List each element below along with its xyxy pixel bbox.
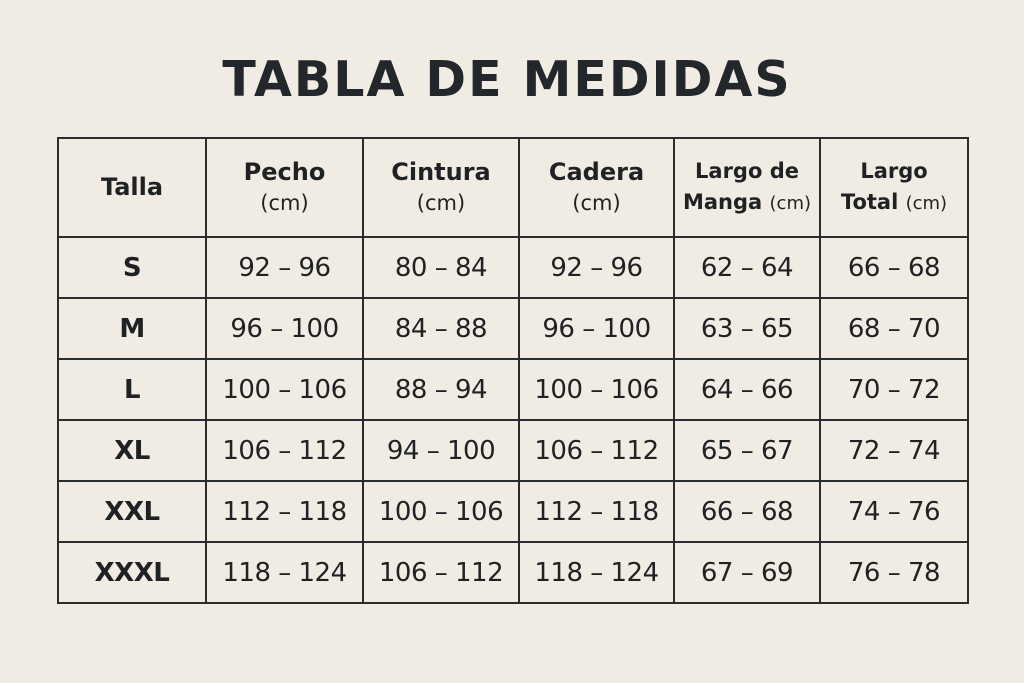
table-row [58, 481, 968, 542]
size-cell: M [58, 298, 206, 359]
cintura-cell: 84 – 88 [363, 298, 519, 359]
header-largo-manga-word: Manga [682, 190, 763, 214]
size-chart-table [57, 137, 969, 604]
largo-total-cell: 70 – 72 [820, 359, 968, 420]
cintura-cell: 106 – 112 [363, 542, 519, 603]
page-title: TABLA DE MEDIDAS [222, 51, 792, 108]
cintura-cell: 94 – 100 [363, 420, 519, 481]
pecho-cell: 112 – 118 [206, 481, 363, 542]
header-cintura-unit: (cm) [416, 190, 466, 215]
header-cadera [519, 138, 674, 237]
largo-total-cell: 72 – 74 [820, 420, 968, 481]
header-pecho-label: Pecho [243, 157, 326, 186]
cadera-cell: 96 – 100 [519, 298, 674, 359]
header-largo-manga-unit: (cm) [769, 193, 812, 214]
header-cadera-unit: (cm) [572, 190, 621, 215]
size-cell: XXL [58, 481, 206, 542]
largo-manga-cell: 64 – 66 [674, 359, 820, 420]
header-largo-total-line2 [821, 187, 967, 219]
size-cell: XL [58, 420, 206, 481]
header-largo-manga [674, 138, 820, 237]
header-talla [58, 138, 206, 237]
cadera-cell: 92 – 96 [519, 237, 674, 298]
header-largo-total-unit: (cm) [905, 193, 948, 214]
cadera-cell: 118 – 124 [519, 542, 674, 603]
table-row [58, 542, 968, 603]
pecho-cell: 92 – 96 [206, 237, 363, 298]
header-largo-total-line1: Largo [860, 159, 928, 183]
largo-total-cell: 76 – 78 [820, 542, 968, 603]
pecho-cell: 96 – 100 [206, 298, 363, 359]
pecho-cell: 118 – 124 [206, 542, 363, 603]
header-largo-total-word: Total [840, 190, 899, 214]
header-largo-total [820, 138, 968, 237]
header-cintura [363, 138, 519, 237]
size-cell: XXXL [58, 542, 206, 603]
largo-manga-cell: 67 – 69 [674, 542, 820, 603]
table-row [58, 298, 968, 359]
largo-manga-cell: 62 – 64 [674, 237, 820, 298]
size-cell: S [58, 237, 206, 298]
cadera-cell: 100 – 106 [519, 359, 674, 420]
size-cell: L [58, 359, 206, 420]
header-largo-manga-line1: Largo de [695, 159, 799, 183]
table-header-row [58, 138, 968, 237]
header-largo-manga-line2 [675, 187, 819, 219]
header-cadera-label: Cadera [548, 157, 645, 186]
pecho-cell: 100 – 106 [206, 359, 363, 420]
header-talla-label: Talla [100, 173, 164, 201]
cintura-cell: 88 – 94 [363, 359, 519, 420]
cadera-cell: 112 – 118 [519, 481, 674, 542]
largo-total-cell: 68 – 70 [820, 298, 968, 359]
header-cintura-label: Cintura [391, 157, 491, 186]
header-pecho-unit: (cm) [260, 190, 309, 215]
table-row [58, 237, 968, 298]
largo-total-cell: 66 – 68 [820, 237, 968, 298]
cadera-cell: 106 – 112 [519, 420, 674, 481]
table-row [58, 420, 968, 481]
cintura-cell: 80 – 84 [363, 237, 519, 298]
pecho-cell: 106 – 112 [206, 420, 363, 481]
largo-manga-cell: 63 – 65 [674, 298, 820, 359]
largo-manga-cell: 65 – 67 [674, 420, 820, 481]
header-pecho [206, 138, 363, 237]
largo-total-cell: 74 – 76 [820, 481, 968, 542]
cintura-cell: 100 – 106 [363, 481, 519, 542]
largo-manga-cell: 66 – 68 [674, 481, 820, 542]
table-row [58, 359, 968, 420]
